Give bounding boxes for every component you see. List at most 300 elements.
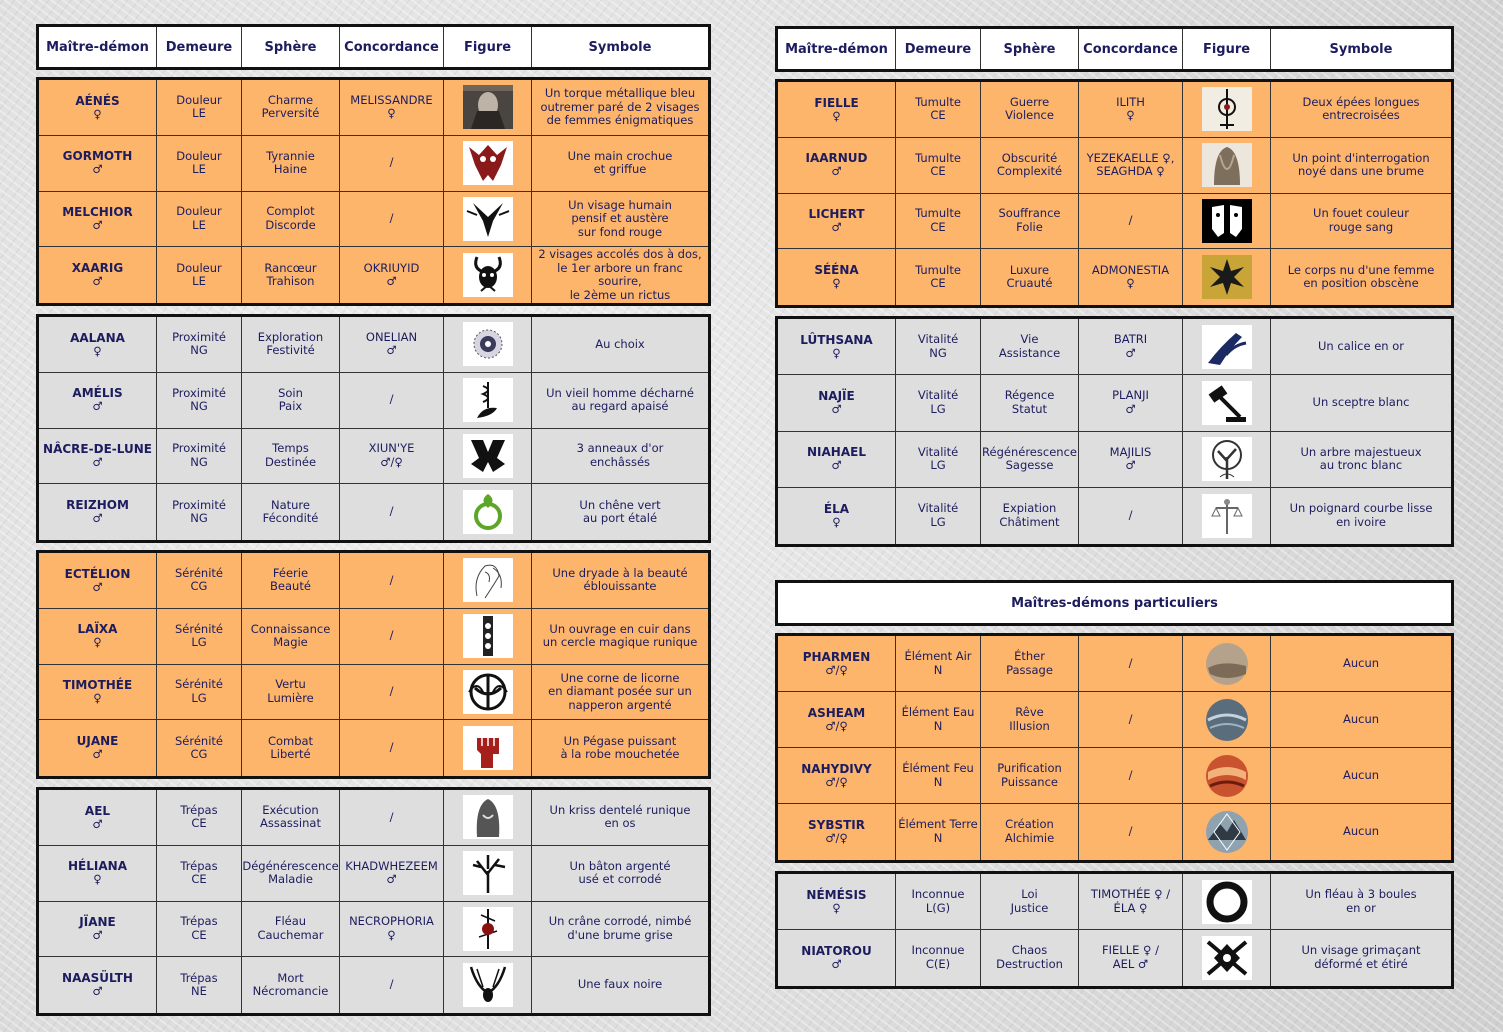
maitre-cell [39,192,157,247]
symbole-cell: Aucun [1342,767,1380,782]
triple-ring-icon [463,434,513,478]
maitre-name: XAARIG [71,261,124,276]
maitre-cell [39,720,157,776]
concordance-cell: / [340,373,444,428]
sphere-cell: Vertu Lumière [242,665,340,720]
table-row [39,247,708,303]
concordance-cell: / [340,720,444,776]
demeure-name: Vitalité [917,332,959,347]
justice-statue-icon [1202,494,1252,538]
table-row [39,373,708,429]
demeure-cell [896,249,981,305]
maitre-name: NAASÜLTH [62,971,133,986]
sphere-cell: Souffrance Folie [981,194,1079,249]
fire-circle-icon [1202,754,1252,798]
figure-cell [1183,249,1271,305]
table-row [778,748,1451,804]
demeure-alignment: CE [191,927,207,942]
maitre-name: SÉÉNA [814,263,859,278]
maitre-cell [39,317,157,372]
figure-cell [1183,194,1271,249]
sphere-cell: Purification Puissance [981,748,1079,803]
maitre-sex: ♂ [92,162,103,177]
maitre-cell [39,80,157,135]
sphere-cell: Charme Perversité [242,80,340,135]
maitre-name: MELCHIOR [62,205,133,220]
sphere-cell: Mort Nécromancie [242,957,340,1013]
concordance-cell: MAJILIS ♂ [1079,432,1183,487]
concordance-cell: / [1079,692,1183,747]
symbole-cell: Un fouet couleur rouge sang [1313,206,1409,234]
header-sphere: Sphère [981,29,1079,69]
maitre-cell [39,484,157,540]
demeure-name: Douleur [176,148,222,163]
maitre-sex: ♂ [92,218,103,233]
dryad-sketch-icon [463,558,513,602]
demeure-alignment: L(G) [925,900,951,915]
maitre-sex: ♀ [93,343,102,358]
demeure-cell [157,247,242,303]
maitre-cell [778,194,896,249]
table-row [778,874,1451,930]
demeure-cell [896,930,981,986]
maitre-cell [39,136,157,191]
sphere-cell: Temps Destinée [242,429,340,484]
table-row [39,136,708,192]
maitre-sex: ♂ [831,957,842,972]
symbole-cell: Un visage humain pensif et austère sur fond rouge [568,197,672,239]
maitre-name: NIATOROU [801,944,872,959]
demeure-name: Tumulte [915,206,961,221]
demeure-alignment: N [933,774,943,789]
concordance-cell: KHADWHEZEEM ♂ [340,846,444,901]
figure-cell [1183,319,1271,374]
demeure-alignment: NG [190,343,208,358]
maitre-sex: ♀ [93,106,102,121]
figure-cell [1183,432,1271,487]
sphere-cell: Dégénérescence Maladie [242,846,340,901]
figure-cell [1183,874,1271,929]
demeure-alignment: CG [190,747,208,762]
maitre-name: NAHYDIVY [801,761,872,776]
symbole-cell: Un torque métallique bleu outremer paré de 2 visages de femmes énigmatiques [540,86,700,128]
figure-cell [444,902,532,957]
maitre-name: IAARNUD [805,151,868,166]
sphere-cell: Soin Paix [242,373,340,428]
right-header [775,26,1454,72]
symbole-cell: Un kriss dentelé runique en os [549,802,691,831]
symbole-cell: Un crâne corrodé, nimbé d'une brume grise [548,914,692,942]
maitre-name: AEL [84,803,111,818]
concordance-cell: YEZEKAELLE ♀, SEAGHDA ♀ [1079,138,1183,193]
maitre-name: AÉNÉS [75,93,120,108]
table-row [778,432,1451,488]
symbole-cell: Un arbre majestueux au tronc blanc [1300,444,1422,473]
table-row [39,484,708,540]
figure-cell [444,484,532,540]
symbole-cell: Un ouvrage en cuir dans un cercle magique runique [542,621,698,650]
demeure-alignment: N [933,831,943,845]
table-row [39,665,708,721]
maitre-cell [778,488,896,544]
concordance-cell: ONELIAN ♂ [340,317,444,372]
demeure-cell [157,720,242,776]
demeure-cell [896,138,981,193]
demeure-cell [157,80,242,135]
maitre-name: ASHEAM [807,705,866,720]
demeure-alignment: NG [190,399,208,414]
figure-cell [1183,138,1271,193]
maitre-cell [39,373,157,428]
maitre-name: ECTÉLION [64,566,131,581]
table-row [39,720,708,776]
figure-cell [1183,804,1271,860]
demeure-alignment: NG [190,511,208,526]
symbole-cell: Un fléau à 3 boules en or [1305,886,1417,915]
symbole-cell: Une corne de licorne en diamant posée sur un napperon argenté [548,670,692,712]
header-maitre: Maître-démon [778,29,896,69]
figure-cell [1183,82,1271,137]
table-row [778,194,1451,250]
figure-cell [444,846,532,901]
maitre-cell [39,957,157,1013]
concordance-cell: OKRIUYID ♂ [340,247,444,303]
demeure-cell [157,957,242,1013]
maitre-sex: ♀ [93,872,102,887]
demeure-cell [896,636,981,691]
demeure-cell [896,488,981,544]
figure-cell [444,80,532,135]
symbole-cell: Un sceptre blanc [1312,395,1410,410]
sphere-cell: Rancœur Trahison [242,247,340,303]
demeure-alignment: LG [930,458,946,473]
maitre-cell [39,247,157,303]
maitre-name: JÏANE [79,915,116,930]
symbole-cell: Un chêne vert au port étalé [579,497,661,526]
demeure-alignment: LE [192,162,206,177]
header-demeure: Demeure [896,29,981,69]
maitre-sex: ♂ [92,274,103,289]
figure-cell [1183,748,1271,803]
table-row [778,692,1451,748]
demeure-alignment: LE [192,217,206,232]
crossed-blades-icon [1202,87,1252,131]
sphere-cell: Régence Statut [981,375,1079,430]
maitre-sex: ♂ [831,402,842,417]
concordance-cell: PLANJI ♂ [1079,375,1183,430]
demeure-alignment: CE [930,219,946,234]
maitre-sex: ♂/♀ [825,831,848,846]
demeure-cell [896,804,981,860]
maitre-name: FIELLE [814,95,859,110]
demeure-cell [896,748,981,803]
demeure-alignment: CE [930,108,946,123]
demeure-name: Vitalité [917,501,959,516]
symbole-cell: Au choix [595,336,645,351]
demeure-cell [157,484,242,540]
concordance-cell: XIUN'YE ♂/♀ [340,429,444,484]
sphere-cell: Obscurité Complexité [981,138,1079,193]
header-figure: Figure [444,27,532,67]
maitre-sex: ♀ [832,515,841,530]
maitre-cell [39,429,157,484]
right-group-4 [775,871,1454,989]
sphere-cell: Luxure Cruauté [981,249,1079,305]
table-row [39,790,708,846]
demeure-name: Trépas [180,914,218,929]
header-sphere: Sphère [242,27,340,67]
sphere-cell: Tyrannie Haine [242,136,340,191]
sphere-cell: Féerie Beauté [242,553,340,608]
left-header [36,24,711,70]
right-group-1 [775,79,1454,308]
figure-cell [444,553,532,608]
table-row [39,80,708,136]
concordance-cell: MELISSANDRE ♀ [340,80,444,135]
concordance-cell: / [340,957,444,1013]
demeure-cell [157,790,242,845]
right-group-3 [775,633,1454,863]
maitre-cell [778,375,896,430]
maitre-cell [778,930,896,986]
maitre-name: AALANA [70,330,125,345]
demeure-name: Proximité [172,385,226,400]
maitre-sex: ♂ [92,747,103,762]
maitre-cell [778,636,896,691]
header-concordance: Concordance [340,27,444,67]
header-figure: Figure [1183,29,1271,69]
symbole-cell: Un vieil homme décharné au regard apaisé [546,385,694,414]
maitre-sex: ♀ [93,691,102,706]
maitre-sex: ♂ [831,164,842,179]
table-row [39,317,708,373]
figure-cell [444,665,532,720]
sphere-cell: Connaissance Magie [242,609,340,664]
demeure-cell [157,317,242,372]
demeure-name: Trépas [180,970,218,985]
symbole-cell: Un poignard courbe lisse en ivoire [1289,501,1433,529]
demeure-name: Tumulte [915,94,961,109]
figure-cell [444,247,532,303]
symbole-cell: Deux épées longues entrecroisées [1302,94,1420,123]
demeure-cell [157,553,242,608]
demeure-alignment: N [933,718,943,733]
chaos-sigil-icon [1202,936,1252,980]
header-demeure: Demeure [157,27,242,67]
concordance-cell: / [1079,636,1183,691]
left-group-2 [36,314,711,543]
demeure-name: Trépas [180,802,218,817]
demeure-cell [896,194,981,249]
header-symbole: Symbole [1329,41,1393,57]
maitre-sex: ♂/♀ [825,718,848,733]
table-row [778,138,1451,194]
demeure-name: Sérénité [175,621,223,636]
maitre-cell [778,249,896,305]
maitre-cell [778,138,896,193]
ornate-medallion-icon [463,322,513,366]
concordance-cell: / [340,665,444,720]
maitre-sex: ♂ [92,579,103,594]
figure-cell [444,720,532,776]
symbole-cell: Aucun [1342,824,1380,839]
concordance-cell: / [340,609,444,664]
demeure-alignment: CE [930,164,946,179]
figure-cell [444,192,532,247]
demeure-alignment: LG [930,401,946,416]
maitre-cell [778,692,896,747]
sphere-cell: Création Alchimie [981,804,1079,860]
sphere-cell: Éther Passage [981,636,1079,691]
concordance-cell: / [1079,804,1183,860]
maitre-sex: ♀ [93,635,102,650]
maitre-name: GORMOTH [62,149,133,164]
maitre-sex: ♂ [92,455,103,470]
concordance-cell: ILITH ♀ [1079,82,1183,137]
maitre-name: UJANE [76,734,119,749]
left-group-3 [36,550,711,779]
left-group-4 [36,787,711,1016]
maitre-sex: ♂ [92,928,103,943]
concordance-cell: / [1079,194,1183,249]
maitre-cell [39,790,157,845]
maitre-cell [778,748,896,803]
maitre-name: PHARMEN [802,649,871,664]
demeure-alignment: LE [192,106,206,121]
header-concordance: Concordance [1079,29,1183,69]
maitre-name: NÉMÉSIS [806,887,867,902]
demeure-alignment: C(E) [925,957,951,971]
demeure-name: Élément Eau [901,704,975,719]
demeure-alignment: N [933,662,943,677]
demeure-name: Vitalité [917,444,959,459]
figure-cell [444,790,532,845]
concordance-cell: BATRI ♂ [1079,319,1183,374]
sphere-cell: Guerre Violence [981,82,1079,137]
table-row [39,902,708,958]
green-leaf-circle-icon [463,490,513,534]
demeure-alignment: CE [930,276,946,291]
symbole-cell: Un calice en or [1318,338,1404,353]
header-symbole: Symbole [588,39,652,55]
gavel-icon [1202,381,1252,425]
maitre-name: LICHERT [808,207,865,222]
table-row [778,249,1451,305]
left-group-1 [36,77,711,306]
demeure-name: Douleur [176,260,222,275]
demeure-name: Proximité [172,329,226,344]
demeure-name: Douleur [176,204,222,219]
maitre-sex: ♂ [92,511,103,526]
maitre-sex: ♀ [832,900,841,915]
warrior-portrait-icon [463,85,513,129]
maitre-name: HÉLIANA [68,859,127,874]
header-maitre: Maître-démon [39,27,157,67]
caduceus-hand-icon [463,378,513,422]
demeure-cell [896,375,981,430]
winged-emblem-icon [463,670,513,714]
table-row [39,846,708,902]
concordance-cell: / [340,192,444,247]
sphere-cell: Rêve Illusion [981,692,1079,747]
demeure-alignment: LG [191,635,207,650]
sphere-cell: Exécution Assassinat [242,790,340,845]
figure-cell [444,609,532,664]
demeure-name: Tumulte [915,150,961,165]
concordance-cell: / [340,553,444,608]
demeure-cell [896,874,981,929]
symbole-cell: 3 anneaux d'or enchâssés [576,441,664,469]
table-row [39,192,708,248]
dark-burst-icon [1202,255,1252,299]
maitre-cell [778,319,896,374]
maitre-name: ÉLA [823,502,850,517]
maitre-sex: ♀ [832,108,841,123]
demeure-cell [157,136,242,191]
hooded-figure-icon [463,795,513,839]
symbole-cell: Une main crochue et griffue [567,148,673,177]
demeure-name: Sérénité [175,733,223,748]
symbole-cell: 2 visages accolés dos à dos, le 1er arbore un franc sourire, le 2ème un rictus [538,247,702,302]
figure-cell [1183,488,1271,544]
horned-skull-icon [463,253,513,297]
sphere-cell: Complot Discorde [242,192,340,247]
bare-tree-icon [463,851,513,895]
demeure-name: Élément Terre [898,817,978,832]
maitre-cell [39,609,157,664]
demeure-alignment: LG [191,690,207,705]
sphere-cell: Régénérescence Sagesse [981,432,1079,487]
maitre-cell [39,902,157,957]
maitre-cell [778,874,896,929]
symbole-cell: Aucun [1342,711,1380,726]
table-row [39,429,708,485]
sphere-cell: Fléau Cauchemar [242,902,340,957]
demeure-name: Douleur [176,92,222,107]
concordance-cell: / [340,790,444,845]
sphere-cell: Chaos Destruction [981,930,1079,986]
tree-of-life-icon [1202,437,1252,481]
demeure-cell [157,609,242,664]
demeure-cell [896,692,981,747]
demeure-name: Proximité [172,441,226,456]
table-row [778,636,1451,692]
maitre-sex: ♂/♀ [825,774,848,789]
demeure-name: Vitalité [917,388,959,403]
table-row [39,609,708,665]
sphere-cell: Nature Fécondité [242,484,340,540]
concordance-cell: / [1079,748,1183,803]
sphere-cell: Loi Justice [981,874,1079,929]
demeure-cell [896,82,981,137]
maitre-name: REIZHOM [66,498,129,513]
maitre-sex: ♀ [832,276,841,291]
figure-cell [444,136,532,191]
maitre-sex: ♀ [832,345,841,360]
symbole-cell: Aucun [1342,655,1380,670]
symbole-cell: Un bâton argenté usé et corrodé [569,858,671,887]
demeure-alignment: LE [192,274,206,289]
figure-cell [1183,375,1271,430]
figure-cell [444,957,532,1013]
concordance-cell: FIELLE ♀ / AEL ♂ [1079,930,1183,986]
air-circle-icon [1202,642,1252,686]
table-row [778,375,1451,431]
sphere-cell: Vie Assistance [981,319,1079,374]
demeure-name: Proximité [172,497,226,512]
demeure-cell [157,373,242,428]
concordance-cell: ADMONESTIA ♀ [1079,249,1183,305]
